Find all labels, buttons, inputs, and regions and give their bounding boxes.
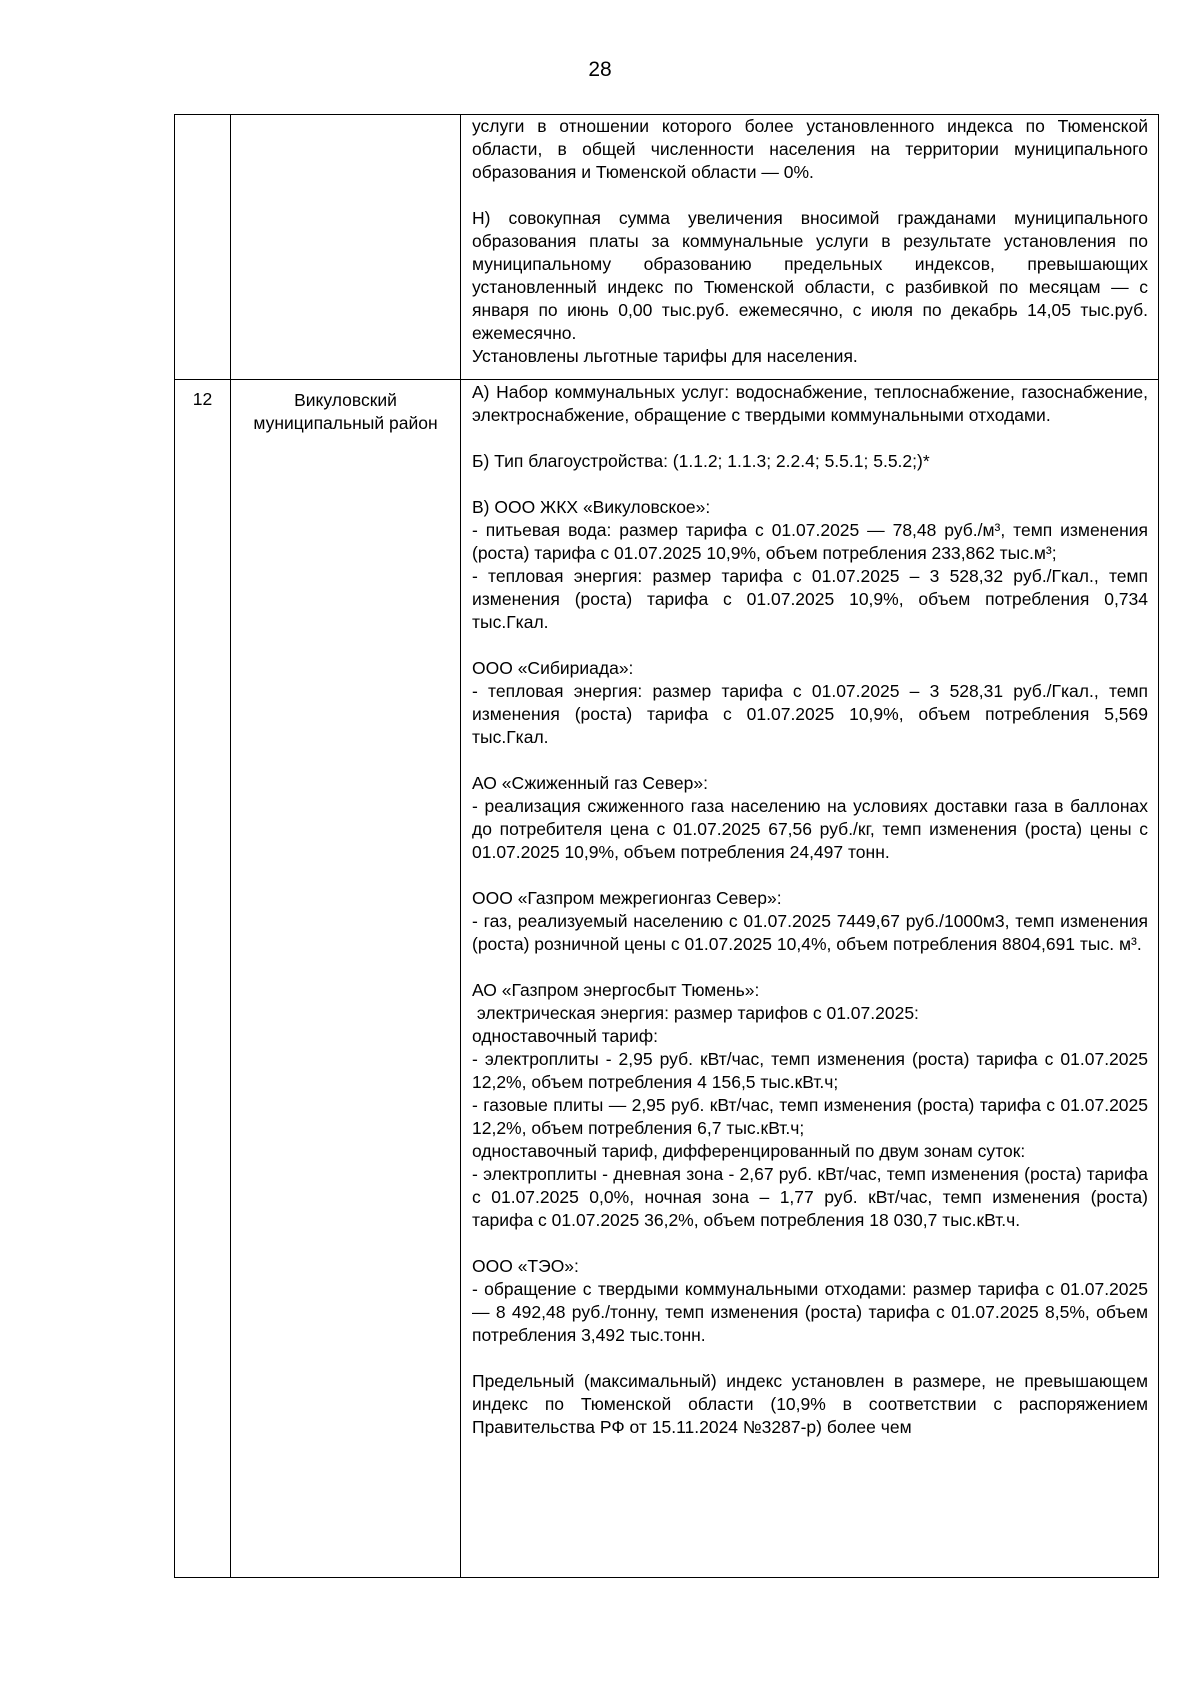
text-line: Установлены льготные тарифы для населения. [472,346,858,366]
paragraph-teo [472,1255,1148,1347]
text-line: ООО «ТЭО»: [472,1256,579,1276]
text-line: услуги в отношении которого более установленного индекса по Тюменской области, в общей численности населения на территории муниципального образования и Тюменской области — 0%. [472,116,1148,182]
text-line: В) ООО ЖКХ «Викуловское»: [472,497,711,517]
description-cell [461,115,1159,380]
municipal-tariffs-table [174,114,1159,1578]
text-line: одноставочный тариф: [472,1026,659,1046]
paragraph-services [472,381,1148,427]
text-line: Б) Тип благоустройства: (1.1.2; 1.1.3; 2.2.4; 5.5.1; 5.5.2;)* [472,451,930,471]
text-line: - газовые плиты — 2,95 руб. кВт/час, темп изменения (роста) тарифа с 01.07.2025 12,2%, объем потребления 6,7 тыс.кВт.ч; [472,1095,1148,1138]
text-line: - газ, реализуемый населению с 01.07.2025 7449,67 руб./1000м3, темп изменения (роста) розничной цены с 01.07.2025 10,4%, объем потребления 8804,691 тыс. м³. [472,911,1148,954]
table-row [175,380,1159,1578]
page-number: 28 [588,58,612,81]
paragraph-improvement-type [472,450,1148,473]
municipality-name-cell [231,115,461,380]
paragraph-liquefied-gas [472,772,1148,864]
text-line: ООО «Газпром межрегионгаз Север»: [472,888,782,908]
text-line: АО «Сжиженный газ Север»: [472,773,708,793]
row-number-cell: 12 [175,380,231,1578]
text-line: - обращение с твердыми коммунальными отходами: размер тарифа с 01.07.2025 — 8 492,48 руб./тонну, темп изменения (роста) тарифа с 01.07.2025 8,5%, объем потребления 3,492 тыс.тонн. [472,1279,1148,1345]
paragraph-zhkh-vikulovskoe [472,496,1148,634]
description-cell [461,380,1159,1578]
text-line: - электроплиты - дневная зона - 2,67 руб. кВт/час, темп изменения (роста) тарифа с 01.07.2025 0,0%, ночная зона – 1,77 руб. кВт/час, темп изменения (роста) тарифа с 01.07.2025 36,2%, объем потребления 18 030,7 тыс.кВт.ч. [472,1164,1148,1230]
row-number-cell [175,115,231,380]
table-row [175,115,1159,380]
text-line: Предельный (максимальный) индекс установлен в размере, не превышающем индекс по Тюменской области (10,9% в соответствии с распоряжением Правительства РФ от 15.11.2024 №3287-р) более чем [472,1371,1148,1437]
paragraph-gazprom-energosbyt [472,979,1148,1232]
paragraph [472,207,1148,368]
text-line: одноставочный тариф, дифференцированный по двум зонам суток: [472,1141,1026,1161]
text-line: - тепловая энергия: размер тарифа с 01.07.2025 – 3 528,32 руб./Гкал., темп изменения (роста) тарифа с 01.07.2025 10,9%, объем потребления 0,734 тыс.Гкал. [472,566,1148,632]
paragraph-max-index [472,1370,1148,1439]
text-line: - питьевая вода: размер тарифа с 01.07.2025 — 78,48 руб./м³, темп изменения (роста) тарифа с 01.07.2025 10,9%, объем потребления 233,862 тыс.м³; [472,520,1148,563]
municipality-name-cell: Викуловский муниципальный район [231,380,461,1578]
text-line: ООО «Сибириада»: [472,658,634,678]
text-line: - тепловая энергия: размер тарифа с 01.07.2025 – 3 528,31 руб./Гкал., темп изменения (роста) тарифа с 01.07.2025 10,9%, объем потребления 5,569 тыс.Гкал. [472,681,1148,747]
text-line: А) Набор коммунальных услуг: водоснабжение, теплоснабжение, газоснабжение, электроснабжение, обращение с твердыми коммунальными отходами. [472,382,1148,425]
text-line: Н) совокупная сумма увеличения вносимой гражданами муниципального образования платы за коммунальные услуги в результате установления по муниципальному образованию предельных индексов, превышающих установленный индекс по Тюменской области, с разбивкой по месяцам — с января по июнь 0,00 тыс.руб. ежемесячно, с июля по декабрь 14,05 тыс.руб. ежемесячно. [472,208,1148,343]
paragraph-sibiriada [472,657,1148,749]
paragraph-gazprom-mezhregiongaz [472,887,1148,956]
paragraph [472,115,1148,184]
text-line: электрическая энергия: размер тарифов с 01.07.2025: [472,1003,919,1023]
text-line: АО «Газпром энергосбыт Тюмень»: [472,980,760,1000]
text-line: - электроплиты - 2,95 руб. кВт/час, темп изменения (роста) тарифа с 01.07.2025 12,2%, объем потребления 4 156,5 тыс.кВт.ч; [472,1049,1148,1092]
text-line: - реализация сжиженного газа населению на условиях доставки газа в баллонах до потребителя цена с 01.07.2025 67,56 руб./кг, темп изменения (роста) цены с 01.07.2025 10,9%, объем потребления 24,497 тонн. [472,796,1148,862]
